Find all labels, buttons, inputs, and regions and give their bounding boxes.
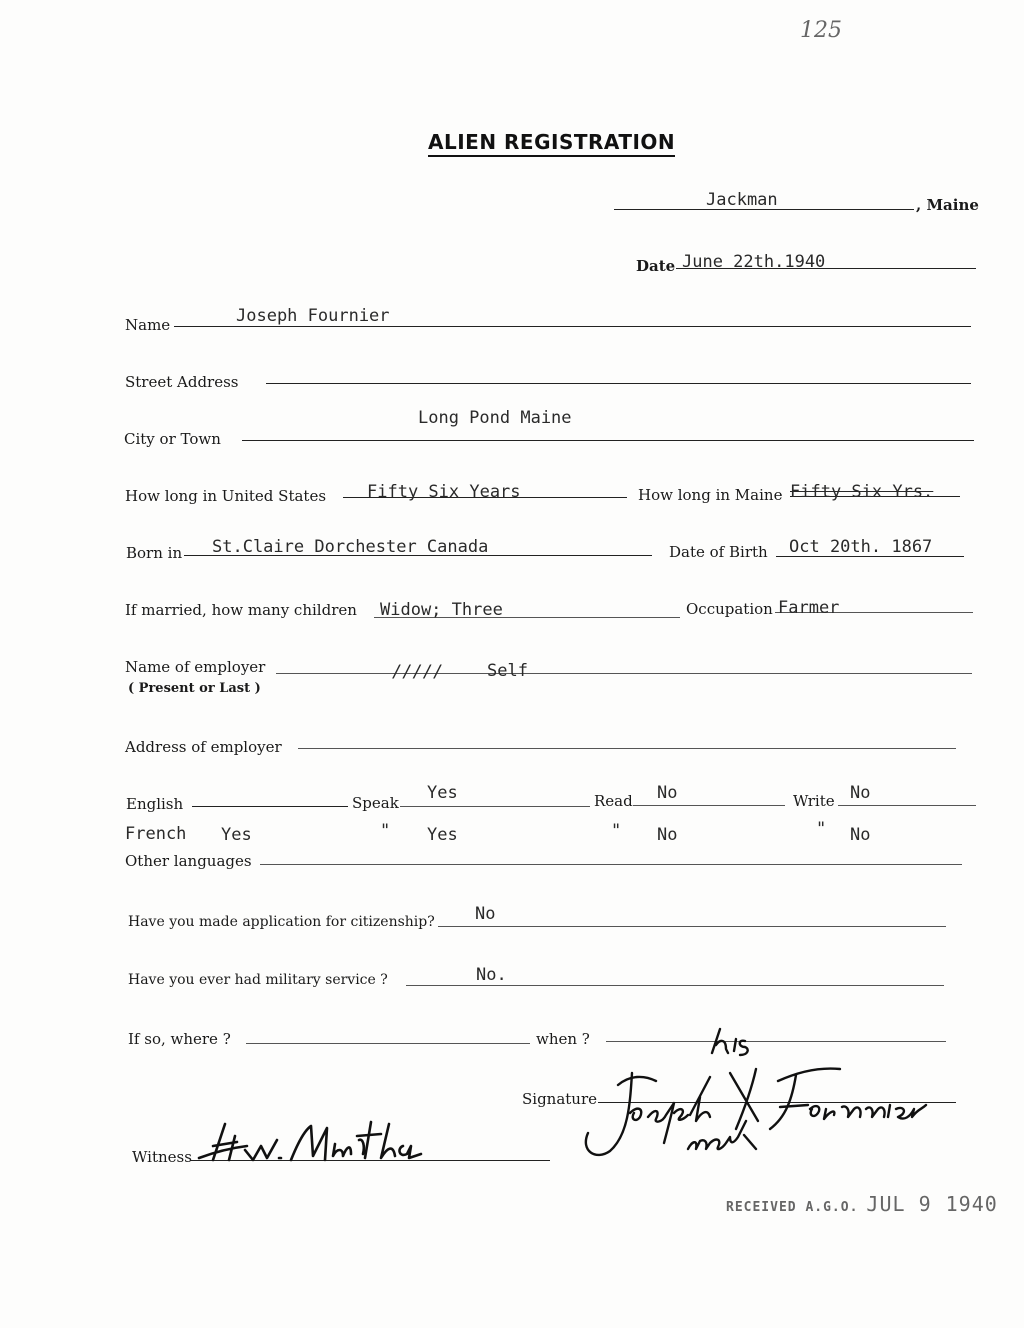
form-title: ALIEN REGISTRATION (428, 130, 675, 157)
stamp-month-day: JUL 9 (866, 1192, 932, 1216)
town-value: Jackman (706, 190, 778, 210)
english-speak-value: Yes (427, 783, 458, 803)
born-in-label: Born in (126, 544, 183, 562)
write-label: Write (793, 792, 835, 810)
where-label: If so, where ? (128, 1030, 231, 1048)
city-line (242, 440, 974, 441)
state-label: , Maine (916, 196, 979, 214)
street-address-line (266, 383, 971, 384)
citizenship-label: Have you made application for citizenship? (128, 914, 435, 930)
employer-sublabel: ( Present or Last ) (128, 681, 261, 696)
stamp-received: RECEIVED A.G.O. (726, 1200, 859, 1215)
ditto-read: " (611, 821, 622, 841)
how-long-maine-value: Fifty Six Yrs. (790, 482, 934, 502)
military-line (406, 985, 944, 986)
french-label: French (125, 824, 187, 844)
name-value: Joseph Fournier (236, 306, 390, 326)
french-value: Yes (221, 825, 252, 845)
employer-address-label: Address of employer (125, 738, 282, 756)
signature-label: Signature (522, 1090, 598, 1108)
other-languages-label: Other languages (125, 852, 252, 870)
ditto-write: " (816, 819, 827, 839)
witness-signature-text: H.W. Murtha (195, 1110, 202, 1111)
read-line (633, 805, 785, 806)
military-value: No. (476, 965, 507, 985)
how-long-maine-label: How long in Maine (638, 486, 783, 504)
english-line (192, 806, 348, 807)
employer-value: Self (487, 661, 528, 681)
french-speak-value: Yes (427, 825, 458, 845)
dob-value: Oct 20th. 1867 (789, 537, 933, 557)
when-label: when ? (536, 1030, 590, 1048)
received-stamp (726, 1192, 998, 1216)
how-long-us-value: Fifty Six Years (367, 482, 521, 502)
signature-text: Joseph X Fournier (570, 1025, 580, 1026)
date-label: Date (636, 257, 676, 275)
military-label: Have you ever had military service ? (128, 972, 388, 988)
write-line (838, 805, 976, 806)
name-line (174, 326, 971, 327)
employer-label: Name of employer (125, 658, 266, 676)
english-read-value: No (657, 783, 678, 803)
date-value: June 22th.1940 (682, 252, 826, 272)
where-line (246, 1043, 530, 1044)
employer-line (276, 673, 972, 674)
dob-label: Date of Birth (669, 543, 768, 561)
street-address-label: Street Address (125, 373, 239, 391)
city-label: City or Town (124, 430, 221, 448)
employer-struck: ///// (392, 662, 444, 682)
speak-line (400, 806, 590, 807)
read-label: Read (594, 792, 633, 810)
french-read-value: No (657, 825, 678, 845)
children-value: Widow; Three (380, 600, 503, 620)
signature-image (570, 1025, 960, 1165)
ditto-speak: " (380, 821, 391, 841)
witness-signature-image (195, 1110, 495, 1170)
other-languages-line (260, 864, 962, 865)
how-long-us-label: How long in United States (125, 487, 327, 505)
name-label: Name (125, 316, 171, 334)
occupation-value: Farmer (778, 598, 840, 618)
children-label: If married, how many children (125, 601, 357, 619)
english-write-value: No (850, 783, 871, 803)
employer-address-line (298, 748, 956, 749)
born-in-value: St.Claire Dorchester Canada (212, 537, 489, 557)
city-value: Long Pond Maine (418, 408, 572, 428)
page-number: 125 (800, 18, 842, 43)
citizenship-value: No (475, 904, 496, 924)
citizenship-line (438, 926, 946, 927)
witness-label: Witness (132, 1148, 192, 1166)
stamp-year: 1940 (945, 1192, 998, 1216)
french-write-value: No (850, 825, 871, 845)
occupation-label: Occupation (686, 600, 773, 618)
english-label: English (126, 795, 184, 813)
speak-label: Speak (352, 794, 399, 812)
